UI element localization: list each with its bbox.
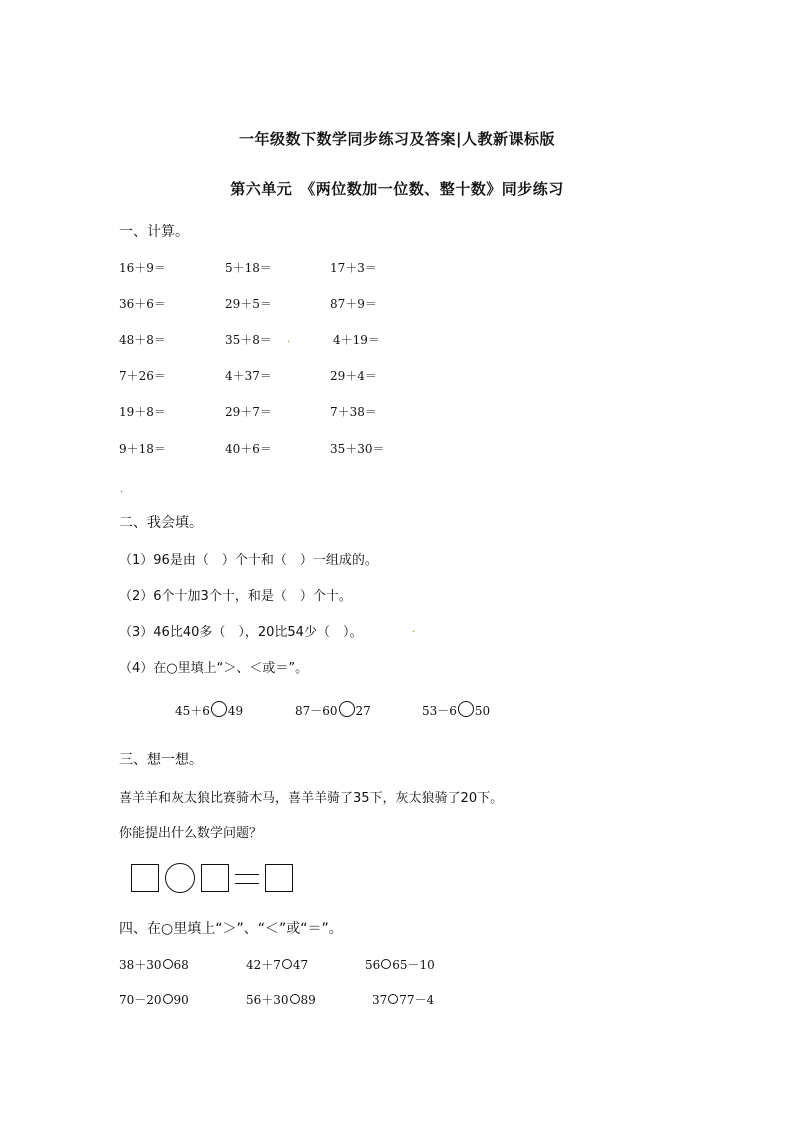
compare-right: 65－10: [392, 958, 435, 972]
calc-item: 35＋8＝: [225, 333, 272, 347]
calc-item: 35＋30＝: [330, 442, 385, 456]
fill-item: （2）6个十加3个十，和是（ ）个十。: [119, 589, 352, 604]
section2-heading: 二、我会填。: [119, 515, 203, 531]
compare-right: 77－4: [399, 993, 435, 1007]
compare-item: [175, 701, 243, 719]
compare-right: 68: [173, 958, 189, 972]
answer-box[interactable]: [265, 864, 293, 892]
answer-circle[interactable]: [381, 959, 391, 969]
calc-item: 36＋6＝: [119, 297, 166, 311]
calc-item: 19＋8＝: [119, 405, 166, 419]
operator-circle[interactable]: [165, 863, 195, 893]
story-text: 喜羊羊和灰太狼比赛骑木马，喜羊羊骑了35下，灰太狼骑了20下。: [119, 791, 504, 806]
page-title: 一年级数下数学同步练习及答案|人教新课标版: [239, 130, 555, 148]
calc-item: 29＋4＝: [330, 369, 377, 383]
answer-circle[interactable]: [339, 701, 355, 717]
section1-heading: 一、计算。: [119, 224, 189, 240]
answer-circle[interactable]: [282, 959, 292, 969]
calc-item: 4＋37＝: [225, 369, 272, 383]
answer-circle[interactable]: [458, 701, 474, 717]
answer-box[interactable]: [201, 864, 229, 892]
compare-left: 53－6: [422, 704, 457, 718]
fill-item: （3）46比40多（ ），20比54少（ ）。: [119, 625, 363, 640]
compare-right: 47: [292, 958, 309, 972]
compare-item: [422, 701, 490, 719]
answer-box[interactable]: [131, 864, 159, 892]
compare-item: [246, 956, 308, 973]
calc-item: 48＋8＝: [119, 333, 166, 347]
compare-item: [119, 991, 189, 1008]
answer-circle[interactable]: [388, 994, 398, 1004]
calc-item: 4＋19＝: [333, 333, 380, 347]
compare-left: 56＋30: [246, 993, 289, 1007]
compare-left: 87－60: [295, 704, 338, 718]
equals-sign: [235, 874, 259, 884]
section4-heading: 四、在○里填上“＞”、“＜”或“＝”。: [119, 921, 343, 937]
compare-right: 90: [173, 993, 189, 1007]
compare-left: 70－20: [119, 993, 162, 1007]
answer-circle[interactable]: [290, 994, 300, 1004]
calc-item: 87＋9＝: [330, 297, 377, 311]
compare-right: 89: [300, 993, 316, 1007]
calc-item: 7＋26＝: [119, 369, 166, 383]
question-text: 你能提出什么数学问题？: [119, 826, 263, 841]
compare-item: [372, 991, 434, 1008]
calc-item: 17＋3＝: [330, 261, 377, 275]
compare-left: 42＋7: [246, 958, 281, 972]
calc-item: 9＋18＝: [119, 442, 166, 456]
unit-subtitle: 第六单元 《两位数加一位数、整十数》同步练习: [230, 180, 564, 198]
calc-item: 16＋9＝: [119, 261, 166, 275]
fill-item: （4）在○里填上“＞、＜或＝”。: [119, 661, 309, 676]
compare-left: 37: [372, 993, 388, 1007]
compare-item: [246, 991, 316, 1008]
calc-item: 40＋6＝: [225, 442, 272, 456]
answer-circle[interactable]: [163, 994, 173, 1004]
answer-circle[interactable]: [163, 959, 173, 969]
compare-item: [295, 701, 371, 719]
stray-mark: .: [412, 624, 416, 635]
calc-item: 29＋7＝: [225, 405, 272, 419]
compare-right: 49: [227, 704, 244, 718]
compare-right: 27: [355, 704, 371, 718]
stray-mark: .: [287, 334, 291, 345]
calc-item: 7＋38＝: [330, 405, 377, 419]
stray-mark: .: [120, 484, 124, 495]
compare-left: 38＋30: [119, 958, 162, 972]
compare-left: 45＋6: [175, 704, 210, 718]
compare-item: [119, 956, 189, 973]
section3-heading: 三、想一想。: [119, 752, 203, 768]
answer-circle[interactable]: [211, 701, 227, 717]
calc-item: 5＋18＝: [225, 261, 272, 275]
compare-item: [365, 956, 435, 973]
fill-item: （1）96是由（ ）个十和（ ）一组成的。: [119, 553, 378, 568]
compare-left: 56: [365, 958, 381, 972]
compare-right: 50: [474, 704, 491, 718]
calc-item: 29＋5＝: [225, 297, 272, 311]
